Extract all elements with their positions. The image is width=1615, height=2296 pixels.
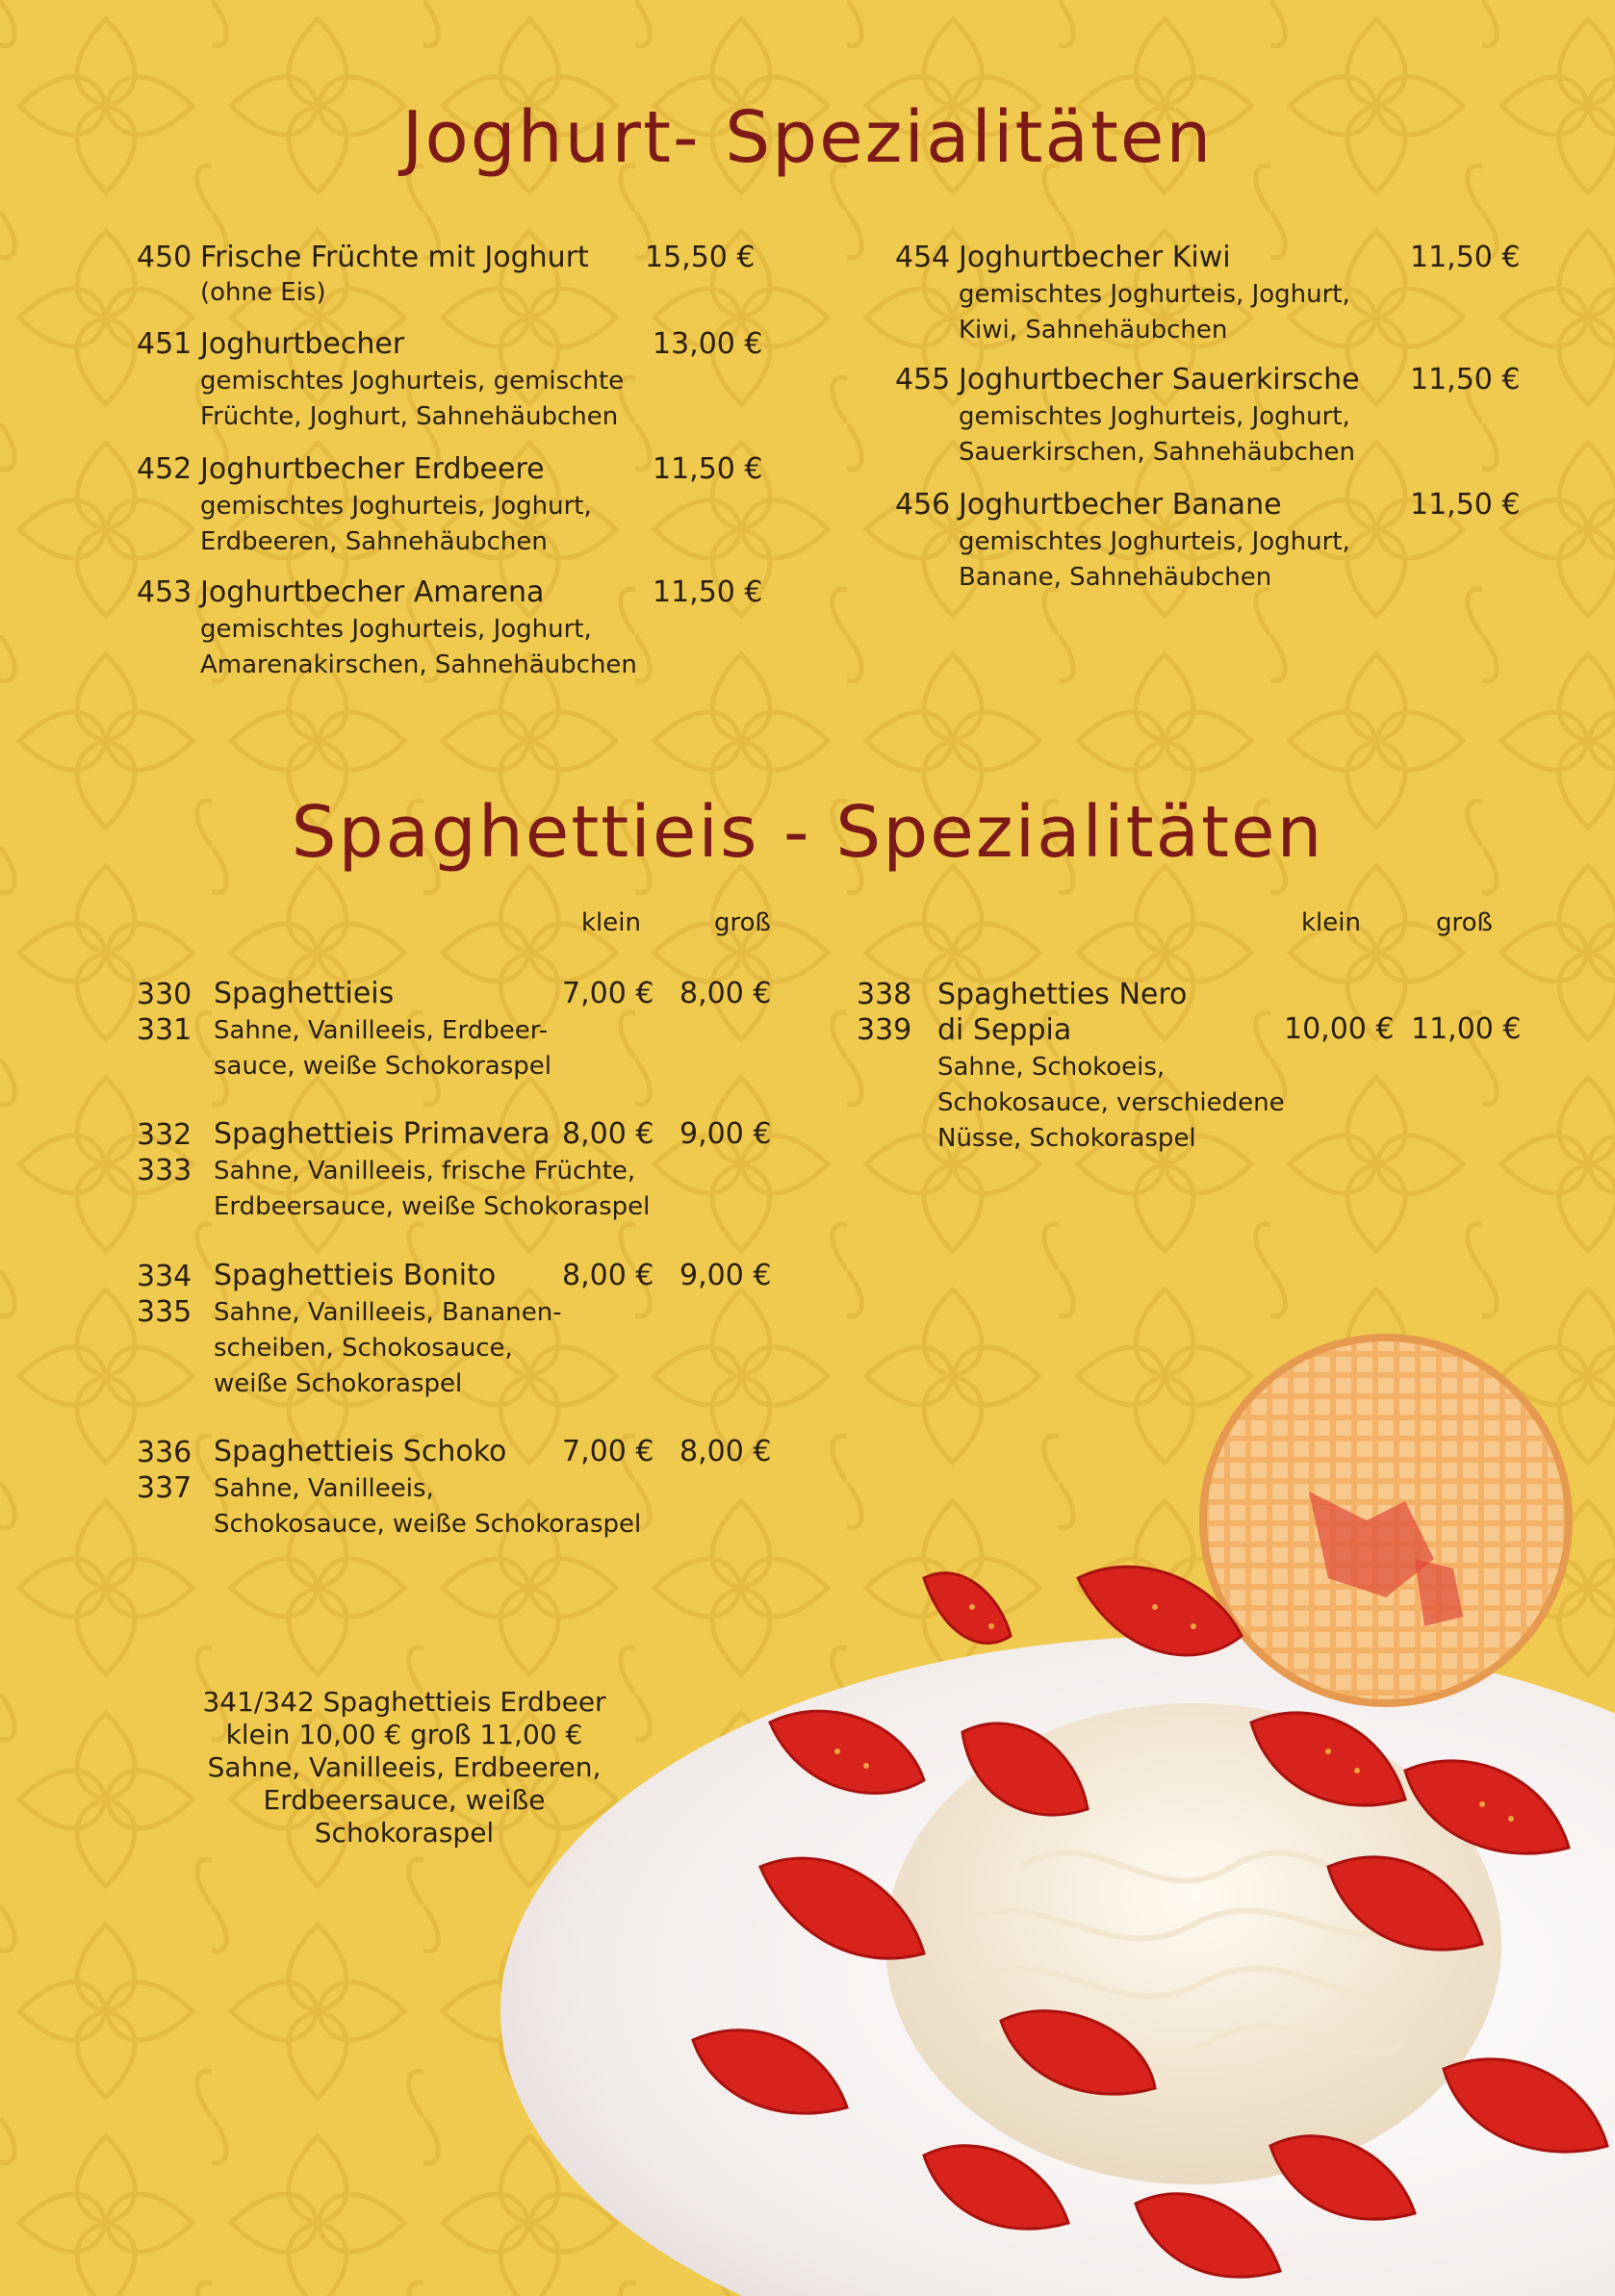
item-description: Sahne, Schokoeis, Schokosauce, verschiedene Nüsse, Schokoraspel — [937, 1053, 1285, 1153]
item-name: Spaghettieis Bonito — [214, 1259, 497, 1292]
column-header-klein: klein — [1301, 908, 1361, 937]
item-description: (ohne Eis) — [200, 278, 326, 307]
item-description: Sahne, Vanilleeis, Schokosauce, weiße Schokoraspel — [214, 1474, 642, 1539]
price-gross: 11,00 € — [1411, 1012, 1522, 1046]
item-number: 451 — [137, 327, 192, 361]
item-number: 452 — [137, 452, 192, 486]
item-price: 11,50 € — [1410, 241, 1521, 274]
item-description: Sahne, Vanilleeis, Erdbeer- sauce, weiße Schokoraspel — [214, 1016, 552, 1081]
item-description: gemischtes Joghurteis, Joghurt, Erdbeeren, Sahnehäubchen — [200, 492, 592, 556]
column-header-gross: groß — [1436, 908, 1493, 937]
item-description: gemischtes Joghurteis, Joghurt, Banane, Sahnehäubchen — [959, 527, 1350, 592]
item-number: 456 — [895, 488, 951, 522]
item-price: 11,50 € — [1410, 363, 1521, 396]
item-price: 13,00 € — [653, 327, 763, 361]
joghurt-section-title: Joghurt- Spezialitäten — [401, 96, 1214, 179]
price-klein: 8,00 € — [562, 1117, 654, 1151]
price-gross: 8,00 € — [679, 1435, 772, 1468]
price-klein: 7,00 € — [562, 1435, 654, 1468]
price-klein: 10,00 € — [1284, 1012, 1395, 1046]
item-name: Spaghettieis Primavera — [214, 1117, 551, 1151]
featured-prices: klein 10,00 € groß 11,00 € — [225, 1719, 583, 1750]
item-numbers: 334 335 — [137, 1260, 192, 1329]
item-name: Spaghettieis Schoko — [214, 1435, 507, 1468]
featured-desc-line: Sahne, Vanilleeis, Erdbeeren, — [207, 1751, 602, 1783]
item-description: gemischtes Joghurteis, Joghurt, Sauerkirschen, Sahnehäubchen — [959, 402, 1355, 467]
item-name: Joghurtbecher Sauerkirsche — [959, 363, 1360, 396]
price-gross: 9,00 € — [679, 1117, 772, 1151]
item-name: Frische Früchte mit Joghurt — [200, 241, 589, 274]
featured-desc-line: Erdbeersauce, weiße — [263, 1784, 546, 1816]
item-description: Sahne, Vanilleeis, Bananen- scheiben, Schokosauce, weiße Schokoraspel — [214, 1298, 562, 1398]
price-klein: 8,00 € — [562, 1259, 654, 1292]
item-description: gemischtes Joghurteis, gemischte Früchte, Joghurt, Sahnehäubchen — [200, 367, 625, 431]
item-price: 11,50 € — [653, 452, 763, 486]
item-number: 454 — [895, 241, 951, 274]
item-number: 455 — [895, 363, 951, 396]
item-price: 11,50 € — [653, 575, 763, 609]
item-number: 453 — [137, 575, 192, 609]
item-numbers: 338 339 — [857, 978, 912, 1047]
item-price: 11,50 € — [1410, 488, 1521, 522]
price-gross: 8,00 € — [679, 977, 772, 1010]
item-name: Joghurtbecher Kiwi — [959, 241, 1231, 274]
price-klein: 7,00 € — [562, 977, 654, 1010]
item-description: gemischtes Joghurteis, Joghurt, Amarenakirschen, Sahnehäubchen — [200, 615, 637, 679]
price-gross: 9,00 € — [679, 1259, 772, 1292]
item-name: Joghurtbecher Erdbeere — [200, 452, 545, 486]
item-numbers: 332 333 — [137, 1118, 192, 1187]
item-number: 450 — [137, 241, 192, 274]
item-price: 15,50 € — [645, 241, 756, 274]
featured-desc-line: Schokoraspel — [314, 1817, 495, 1849]
column-header-klein: klein — [581, 908, 641, 937]
item-numbers: 330 331 — [137, 978, 192, 1047]
featured-name: 341/342 Spaghettieis Erdbeer — [202, 1686, 606, 1718]
item-description: Sahne, Vanilleeis, frische Früchte, Erdbeersauce, weiße Schokoraspel — [214, 1157, 651, 1221]
spaghetti-section-title: Spaghettieis - Spezialitäten — [291, 791, 1324, 874]
item-name: Joghurtbecher — [200, 327, 405, 361]
item-description: gemischtes Joghurteis, Joghurt, Kiwi, Sahnehäubchen — [959, 280, 1350, 344]
item-name: Joghurtbecher Amarena — [200, 575, 545, 609]
column-header-gross: groß — [714, 908, 771, 937]
item-name: Joghurtbecher Banane — [959, 488, 1282, 522]
item-name: Spaghettieis — [214, 977, 395, 1010]
item-numbers: 336 337 — [137, 1436, 192, 1505]
item-name: Spaghetties Nero di Seppia — [937, 978, 1188, 1047]
